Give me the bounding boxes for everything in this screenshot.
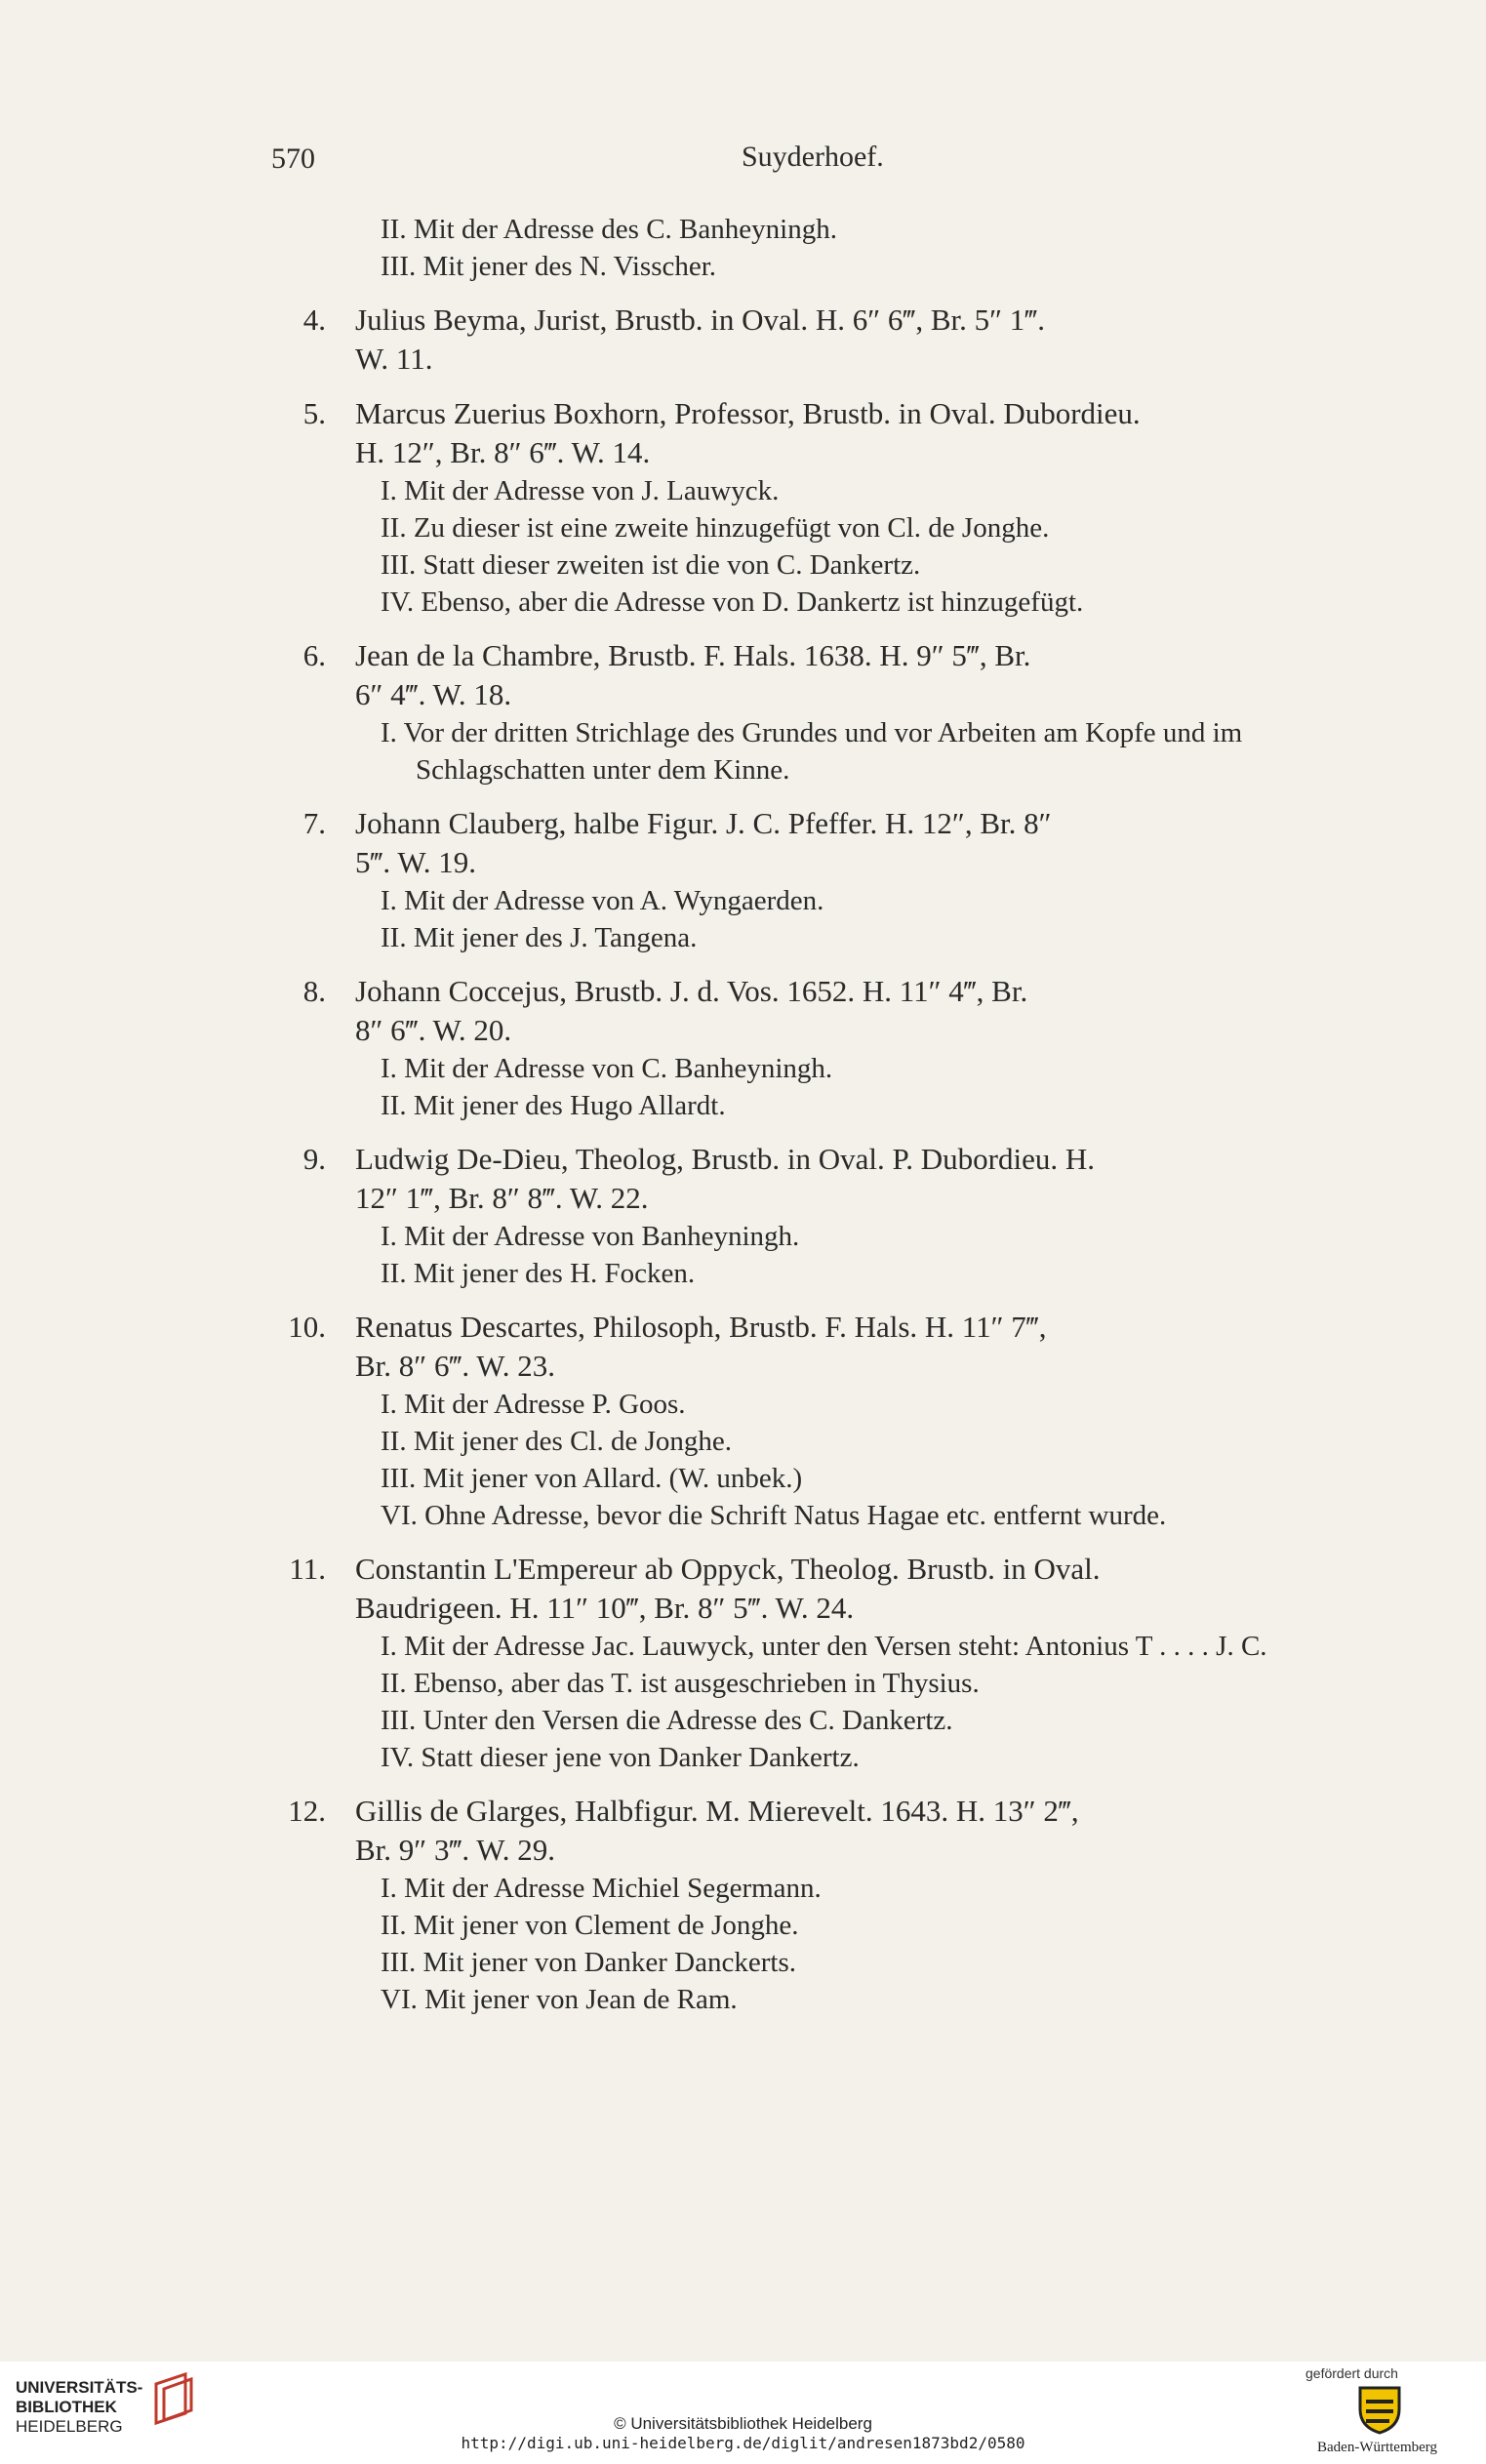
state-line: II. Mit jener von Clement de Jonghe. (381, 1910, 799, 1941)
state-line: II. Mit der Adresse des C. Banheyningh. (381, 214, 837, 245)
library-line: BIBLIOTHEK (16, 2398, 117, 2416)
entry-title (283, 804, 1386, 882)
entry-number: 10. (288, 1310, 326, 1344)
catalog-text (283, 211, 1386, 2018)
entry-line: 8″ 6‴. W. 20. (355, 1013, 512, 1047)
state-line: I. Mit der Adresse Michiel Segermann. (381, 1873, 822, 1904)
entry-number: 9. (302, 1142, 326, 1176)
state-line: I. Mit der Adresse von C. Banheyningh. (381, 1053, 833, 1084)
entry-number: 5. (302, 396, 326, 430)
funded-by-label: gefördert durch (1305, 2365, 1398, 2381)
catalog-entry (283, 1550, 1386, 1776)
catalog-entry (283, 636, 1386, 788)
state-line: VI. Ohne Adresse, bevor die Schrift Natus Hagae etc. entfernt wurde. (381, 1500, 1167, 1531)
library-line: HEIDELBERG (16, 2417, 123, 2436)
coat-of-arms-icon (1356, 2384, 1403, 2440)
state-line: II. Zu dieser ist eine zweite hinzugefügt von Cl. de Jonghe. (381, 512, 1050, 544)
entry-line: 6″ 4‴. W. 18. (355, 677, 512, 711)
entry-line: Gillis de Glarges, Halbfigur. M. Mierevelt. 1643. H. 13″ 2‴, (355, 1794, 1079, 1828)
library-line: UNIVERSITÄTS- (16, 2378, 143, 2397)
state-line: III. Unter den Versen die Adresse des C. Dankertz. (381, 1705, 953, 1736)
entry-number: 8. (302, 974, 326, 1008)
entry-line: H. 12″, Br. 8″ 6‴. W. 14. (355, 435, 651, 469)
entry-number: 11. (289, 1552, 326, 1586)
entry-line: Renatus Descartes, Philosoph, Brustb. F. Hals. H. 11″ 7‴, (355, 1310, 1047, 1344)
state-line: I. Mit der Adresse P. Goos. (381, 1389, 686, 1420)
state-line: III. Mit jener von Allard. (W. unbek.) (381, 1463, 803, 1494)
state-line: I. Mit der Adresse von J. Lauwyck. (381, 475, 780, 506)
catalog-entry (283, 1140, 1386, 1292)
entry-title (283, 394, 1386, 472)
catalog-entry (283, 1308, 1386, 1534)
state-line: I. Mit der Adresse Jac. Lauwyck, unter den Versen steht: Antonius T . . . . J. C. (381, 1631, 1267, 1662)
entry-title (283, 1792, 1386, 1870)
entry-line: 5‴. W. 19. (355, 845, 477, 879)
state-line: III. Mit jener von Danker Danckerts. (381, 1947, 796, 1978)
state-line: VI. Mit jener von Jean de Ram. (381, 1984, 738, 2015)
catalog-entry (283, 301, 1386, 379)
entry-line: Br. 9″ 3‴. W. 29. (355, 1833, 555, 1867)
entry-line: Marcus Zuerius Boxhorn, Professor, Brustb. in Oval. Dubordieu. (355, 396, 1141, 430)
entry-title (283, 1308, 1386, 1386)
entry-line: Jean de la Chambre, Brustb. F. Hals. 1638. H. 9″ 5‴, Br. (355, 638, 1031, 672)
state-line: II. Ebenso, aber das T. ist ausgeschrieben in Thysius. (381, 1668, 980, 1699)
state-line: II. Mit jener des Hugo Allardt. (381, 1090, 726, 1121)
funder-name: Baden-Württemberg (1317, 2440, 1438, 2455)
entry-number: 7. (302, 806, 326, 840)
page-number: 570 (271, 142, 315, 175)
state-line: II. Mit jener des Cl. de Jonghe. (381, 1426, 733, 1457)
state-line: I. Mit der Adresse von Banheyningh. (381, 1221, 800, 1252)
entry-list (283, 301, 1386, 2018)
catalog-entry (283, 804, 1386, 956)
entry-line: 12″ 1‴, Br. 8″ 8‴. W. 22. (355, 1181, 649, 1215)
state-line: III. Statt dieser zweiten ist die von C. Dankertz. (381, 549, 921, 581)
catalog-entry (283, 972, 1386, 1124)
state-line: II. Mit jener des J. Tangena. (381, 922, 698, 953)
catalog-entry (283, 1792, 1386, 2018)
continued-states (283, 211, 1386, 285)
entry-line: W. 11. (355, 342, 433, 376)
entry-line: Johann Clauberg, halbe Figur. J. C. Pfeffer. H. 12″, Br. 8″ (355, 806, 1052, 840)
entry-line: Br. 8″ 6‴. W. 23. (355, 1349, 555, 1383)
entry-line: Baudrigeen. H. 11″ 10‴, Br. 8″ 5‴. W. 24. (355, 1591, 855, 1625)
copyright: © Universitätsbibliothek Heidelberg (614, 2414, 872, 2433)
permalink[interactable]: http://digi.ub.uni-heidelberg.de/diglit/andresen1873bd2/0580 (461, 2434, 1025, 2452)
entry-number: 4. (302, 303, 326, 337)
running-head: Suyderhoef. (742, 141, 884, 173)
entry-line: Johann Coccejus, Brustb. J. d. Vos. 1652. H. 11″ 4‴, Br. (355, 974, 1028, 1008)
entry-title (283, 1140, 1386, 1218)
state-line: II. Mit jener des H. Focken. (381, 1258, 696, 1289)
state-line: I. Mit der Adresse von A. Wyngaerden. (381, 885, 824, 916)
state-line: I. Vor der dritten Strichlage des Grundes und vor Arbeiten am Kopfe und im Schlagschatten unter dem Kinne. (381, 717, 1243, 786)
entry-title (283, 972, 1386, 1050)
entry-line: Julius Beyma, Jurist, Brustb. in Oval. H. 6″ 6‴, Br. 5″ 1‴. (355, 303, 1045, 337)
entry-number: 6. (302, 638, 326, 672)
state-line: IV. Statt dieser jene von Danker Dankertz. (381, 1742, 860, 1773)
entry-title (283, 1550, 1386, 1628)
entry-line: Constantin L'Empereur ab Oppyck, Theolog. Brustb. in Oval. (355, 1552, 1101, 1586)
entry-number: 12. (288, 1794, 326, 1828)
entry-title (283, 636, 1386, 714)
state-line: III. Mit jener des N. Visscher. (381, 251, 717, 282)
entry-line: Ludwig De-Dieu, Theolog, Brustb. in Oval. P. Dubordieu. H. (355, 1142, 1095, 1176)
state-line: IV. Ebenso, aber die Adresse von D. Dankertz ist hinzugefügt. (381, 586, 1084, 618)
catalog-entry (283, 394, 1386, 621)
entry-title (283, 301, 1386, 379)
